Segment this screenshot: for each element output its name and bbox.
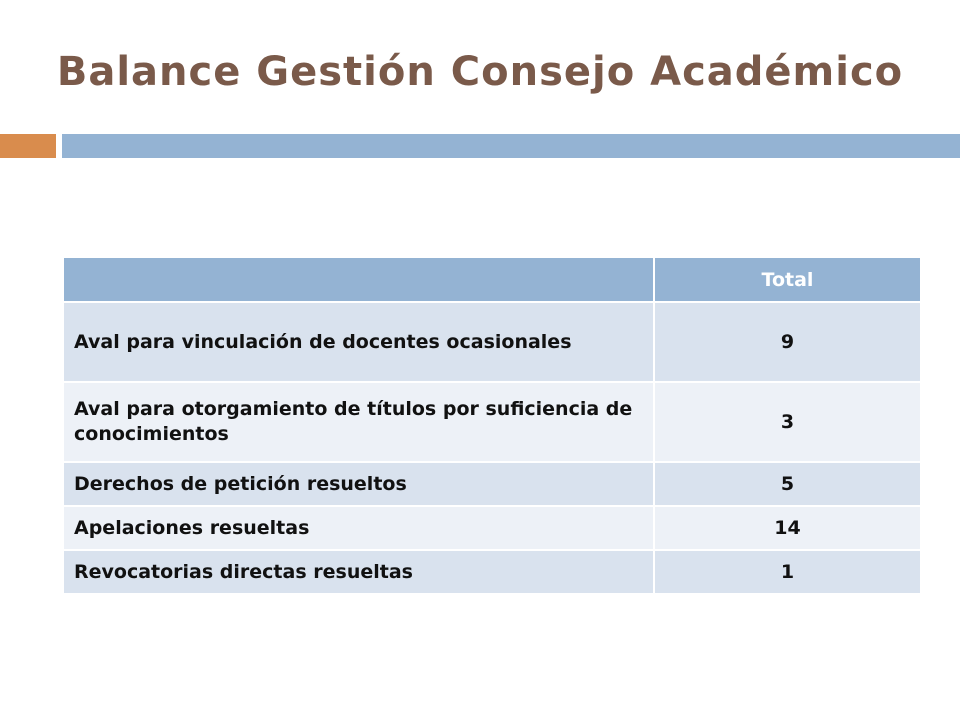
row-label: Apelaciones resueltas <box>64 506 654 550</box>
table-row <box>64 506 920 550</box>
row-label: Aval para otorgamiento de títulos por suficiencia de conocimientos <box>64 382 654 462</box>
row-label: Aval para vinculación de docentes ocasionales <box>64 302 654 382</box>
table-row <box>64 382 920 462</box>
table-row <box>64 550 920 594</box>
table-row <box>64 462 920 506</box>
table-row <box>64 302 920 382</box>
row-label: Derechos de petición resueltos <box>64 462 654 506</box>
accent-bar-blue <box>62 134 960 158</box>
row-label: Revocatorias directas resueltas <box>64 550 654 594</box>
slide-title: Balance Gestión Consejo Académico <box>56 49 904 95</box>
row-value: 1 <box>654 550 920 594</box>
accent-bar-orange <box>0 134 56 158</box>
header-label-cell <box>64 258 654 302</box>
table-header-row <box>64 258 920 302</box>
row-value: 3 <box>654 382 920 462</box>
row-value: 14 <box>654 506 920 550</box>
row-value: 5 <box>654 462 920 506</box>
header-total-cell: Total <box>654 258 920 302</box>
row-value: 9 <box>654 302 920 382</box>
summary-table <box>64 258 920 595</box>
